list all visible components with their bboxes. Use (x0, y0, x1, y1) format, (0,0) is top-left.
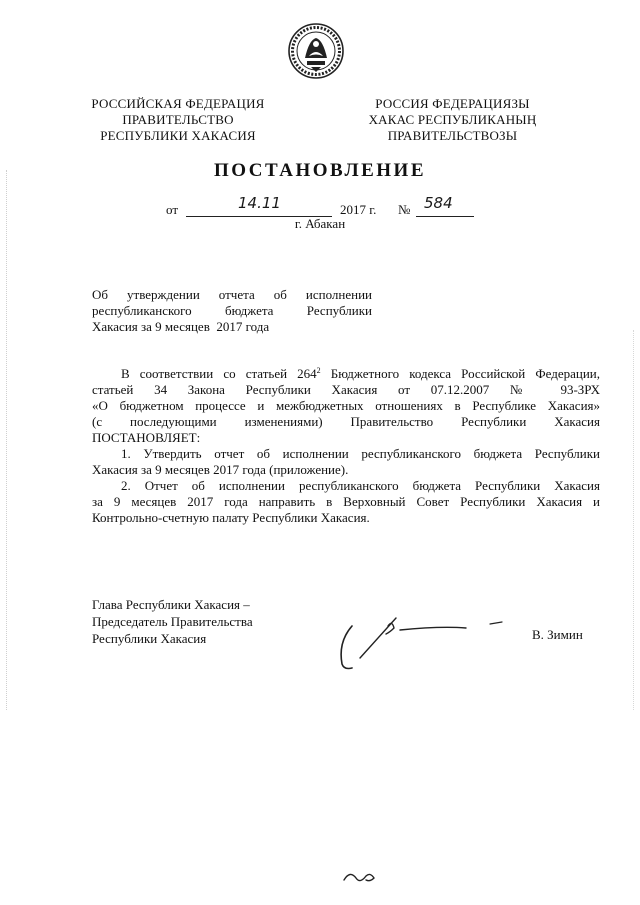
signatory-line-3: Республики Хакасия (92, 631, 207, 646)
header-left (78, 96, 278, 144)
subject-line-2: республиканского бюджета Республики (92, 303, 372, 318)
header-left-line-3: РЕСПУБЛИКИ ХАКАСИЯ (100, 128, 256, 143)
item2-line-2: за 9 месяцев 2017 года направить в Верховный Совет Республики Хакасия и (92, 494, 600, 509)
year-text: 2017 г. (340, 202, 377, 217)
item2-line-3: Контрольно-счетную палату Республики Хакасия. (92, 510, 370, 525)
scan-edge-left (6, 170, 9, 710)
intro-line-2: статьей 34 Закона Республики Хакасия от 07.12.2007 № 93-ЗРХ (92, 382, 600, 397)
city-line: г. Абакан (294, 216, 346, 231)
subject-line-3: Хакасия за 9 месяцев 2017 года (92, 319, 270, 334)
intro-superscript: 2 (316, 366, 321, 375)
item1-line-2: Хакасия за 9 месяцев 2017 года (приложение). (92, 462, 349, 477)
intro-line-3: «О бюджетном процессе и межбюджетных отношениях в Республике Хакасия» (92, 398, 600, 413)
date-handwritten: 14.11 (238, 194, 281, 212)
signatory-name: В. Зимин (532, 627, 583, 642)
subject-block (92, 287, 372, 335)
intro-lead: В соответствии со статьей 264 (121, 366, 317, 381)
intro-line-4: (с последующими изменениями) Правительство Республики Хакасия (92, 414, 600, 429)
document-title: ПОСТАНОВЛЕНИЕ (213, 160, 427, 181)
coat-of-arms-icon (287, 22, 345, 80)
header-right-line-3: ПРАВИТЕЛЬСТВОЗЫ (387, 128, 518, 143)
item2-line-1: 2. Отчет об исполнении республиканского бюджета Республики Хакасия (121, 478, 600, 493)
signatory-line-2: Председатель Правительства (92, 614, 253, 629)
header-left-line-2: ПРАВИТЕЛЬСТВО (122, 112, 234, 127)
header-right-line-2: ХАКАС РЕСПУБЛИКАНЫҢ (368, 112, 537, 127)
subject-line-1: Об утверждении отчета об исполнении (92, 287, 372, 302)
number-handwritten: 584 (424, 194, 453, 212)
header-left-line-1: РОССИЙСКАЯ ФЕДЕРАЦИЯ (91, 96, 265, 111)
item1-line-1: 1. Утвердить отчет об исполнении республиканского бюджета Республики (121, 446, 600, 461)
number-label: № (398, 202, 411, 217)
handwritten-initial-mark-icon (340, 868, 384, 888)
intro-tail: Бюджетного кодекса Российской Федерации, (320, 366, 600, 381)
header-right-line-1: РОССИЯ ФЕДЕРАЦИЯЗЫ (375, 96, 530, 111)
date-from-label: от (166, 202, 179, 217)
signatory-line-1: Глава Республики Хакасия – (92, 597, 250, 612)
resolution-body (92, 366, 600, 526)
scan-edge-right (633, 330, 636, 710)
header-right (350, 96, 555, 144)
signatory-title (92, 596, 253, 647)
intro-line-1 (92, 366, 600, 382)
handwritten-signature-icon (330, 612, 520, 672)
intro-line-5: ПОСТАНОВЛЯЕТ: (92, 430, 201, 445)
